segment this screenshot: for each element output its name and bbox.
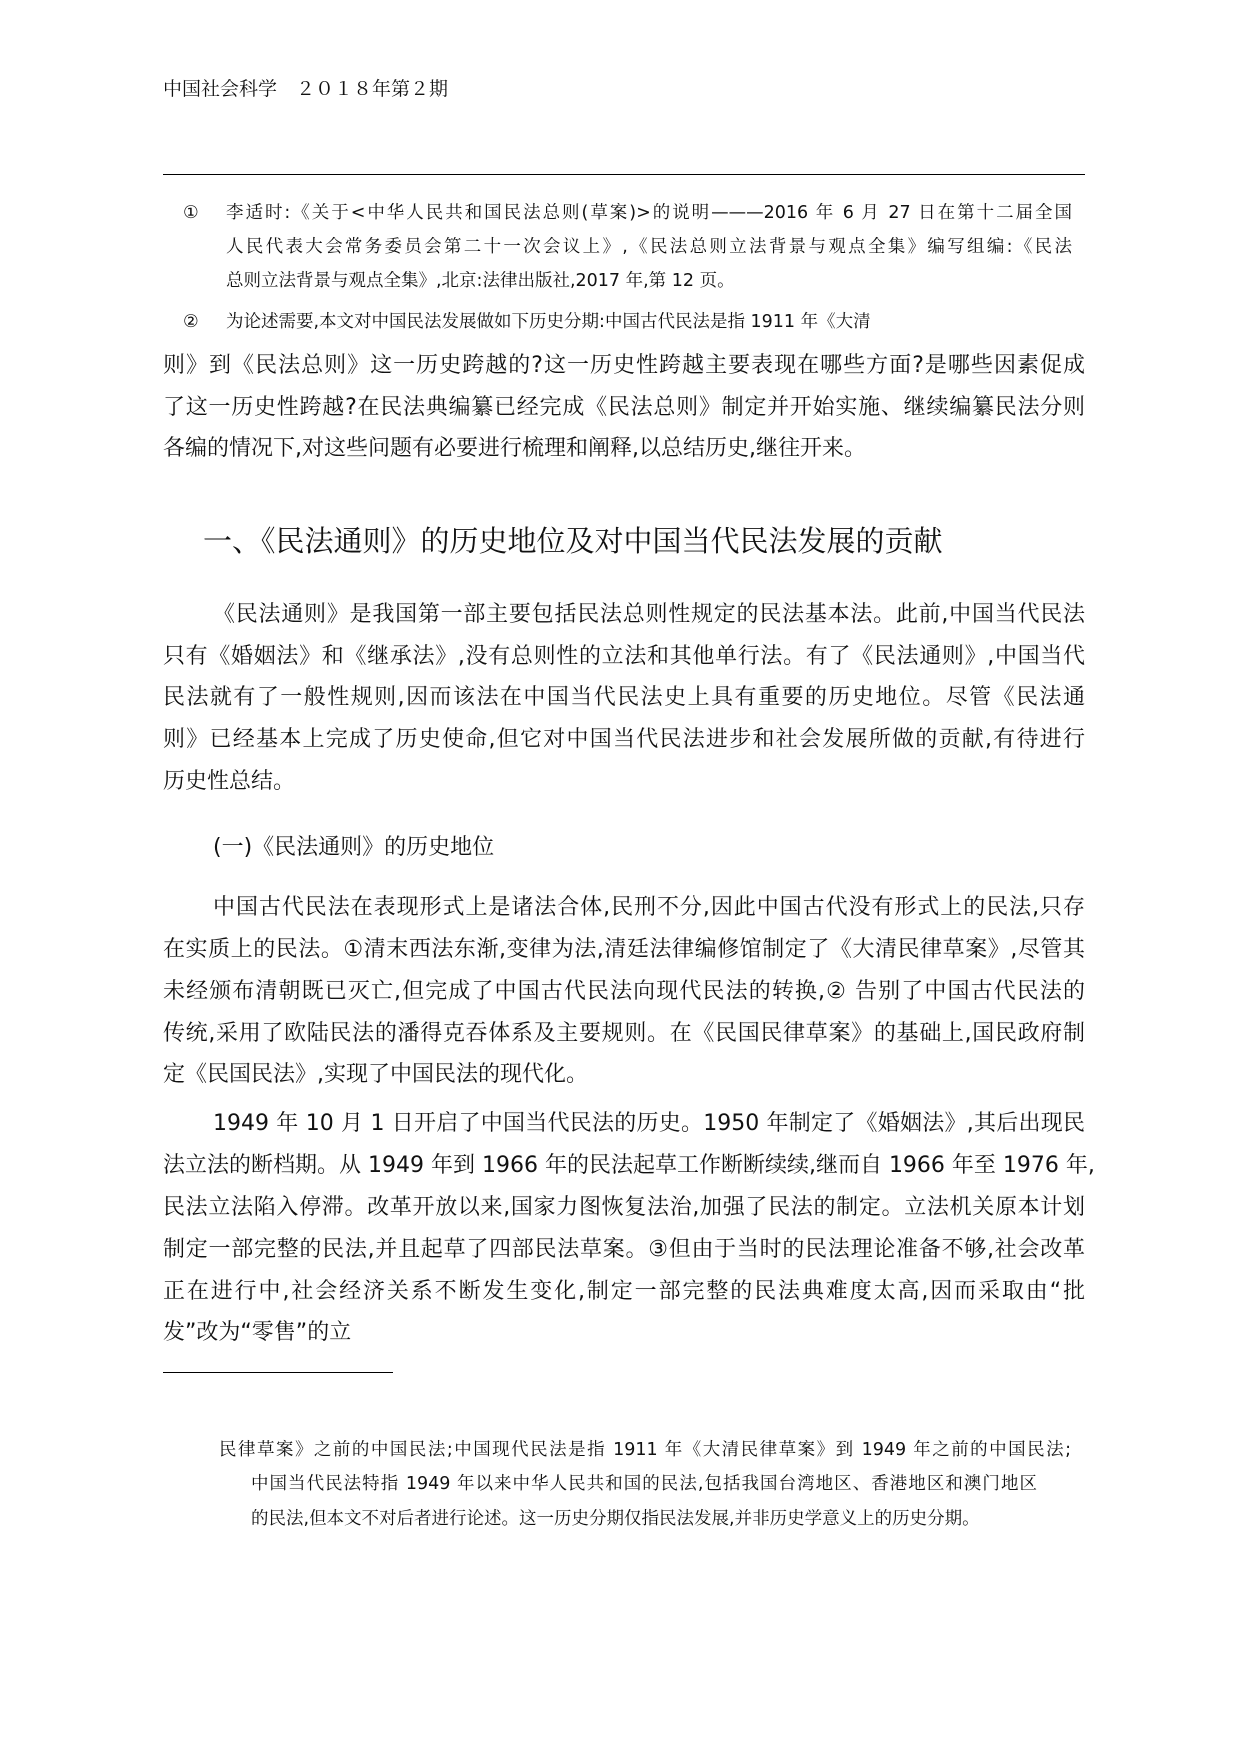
para3-line: 正在进行中,社会经济关系不断发生变化,制定一部完整的民法典难度太高,因而采取由“批 xyxy=(163,1279,1085,1304)
para3-line: 1949 年 10 月 1 日开启了中国当代民法的历史。1950 年制定了《婚姻法》,其后出现民 xyxy=(213,1111,1085,1136)
para3-line: 民法立法陷入停滞。改革开放以来,国家力图恢复法治,加强了民法的制定。立法机关原本计划 xyxy=(163,1195,1085,1220)
intro-line: 各编的情况下,对这些问题有必要进行梳理和阐释,以总结历史,继往开来。 xyxy=(163,436,866,461)
para1-line: 历史性总结。 xyxy=(163,769,296,794)
para1-line: 只有《婚姻法》和《继承法》,没有总则性的立法和其他单行法。有了《民法通则》,中国当代 xyxy=(163,644,1085,669)
para3-line: 法立法的断档期。从 1949 年到 1966 年的民法起草工作断断续续,继而自 1966 年至 1976 年, xyxy=(163,1153,1095,1178)
intro-line: 了这一历史性跨越?在民法典编纂已经完成《民法总则》制定并开始实施、继续编纂民法分则 xyxy=(163,395,1085,420)
footnote-continuation-line: 中国当代民法特指 1949 年以来中华人民共和国的民法,包括我国台湾地区、香港地区和澳门地区 xyxy=(251,1474,1037,1494)
para2-line: 中国古代民法在表现形式上是诸法合体,民刑不分,因此中国古代没有形式上的民法,只存 xyxy=(213,895,1085,920)
footnote-line: 为论述需要,本文对中国民法发展做如下历史分期:中国古代民法是指 1911 年《大清 xyxy=(226,312,871,332)
para2-line: 在实质上的民法。①清末西法东渐,变律为法,清廷法律编修馆制定了《大清民律草案》,尽管其 xyxy=(163,937,1085,962)
header-rule xyxy=(163,174,1085,175)
footnote-line: 总则立法背景与观点全集》,北京:法律出版社,2017 年,第 12 页。 xyxy=(226,271,735,291)
para2-line: 定《民国民法》,实现了中国民法的现代化。 xyxy=(163,1062,588,1087)
para1-line: 则》已经基本上完成了历史使命,但它对中国当代民法进步和社会发展所做的贡献,有待进行 xyxy=(163,727,1085,752)
footnote-continuation-line: 的民法,但本文不对后者进行论述。这一历史分期仅指民法发展,并非历史学意义上的历史分期。 xyxy=(251,1509,980,1529)
subheading: (一)《民法通则》的历史地位 xyxy=(213,835,495,860)
footnote-line: 人民代表大会常务委员会第二十一次会议上》,《民法总则立法背景与观点全集》编写组编:《民法 xyxy=(226,237,1072,257)
para1-line: 《民法通则》是我国第一部主要包括民法总则性规定的民法基本法。此前,中国当代民法 xyxy=(213,602,1085,627)
para1-line: 民法就有了一般性规则,因而该法在中国当代民法史上具有重要的历史地位。尽管《民法通 xyxy=(163,685,1085,710)
footnote-continuation-line: 民律草案》之前的中国民法;中国现代民法是指 1911 年《大清民律草案》到 1949 年之前的中国民法; xyxy=(219,1440,1071,1460)
running-header: 中国社会科学 ２０１８年第２期 xyxy=(163,78,449,100)
footnote-marker: ② xyxy=(183,312,199,332)
footnote-line: 李适时:《关于<中华人民共和国民法总则(草案)>的说明———2016 年 6 月 27 日在第十二届全国 xyxy=(226,203,1072,223)
para2-line: 传统,采用了欧陆民法的潘得克吞体系及主要规则。在《民国民律草案》的基础上,国民政府制 xyxy=(163,1021,1085,1046)
intro-line: 则》到《民法总则》这一历史跨越的?这一历史性跨越主要表现在哪些方面?是哪些因素促成 xyxy=(163,353,1085,378)
para3-line: 制定一部完整的民法,并且起草了四部民法草案。③但由于当时的民法理论准备不够,社会改革 xyxy=(163,1237,1085,1262)
footnote-separator xyxy=(163,1372,393,1373)
para3-line: 发”改为“零售”的立 xyxy=(163,1320,352,1345)
para2-line: 未经颁布清朝既已灭亡,但完成了中国古代民法向现代民法的转换,② 告别了中国古代民法的 xyxy=(163,979,1085,1004)
section-heading: 一、《民法通则》的历史地位及对中国当代民法发展的贡献 xyxy=(203,524,943,558)
footnote-marker: ① xyxy=(183,203,199,223)
